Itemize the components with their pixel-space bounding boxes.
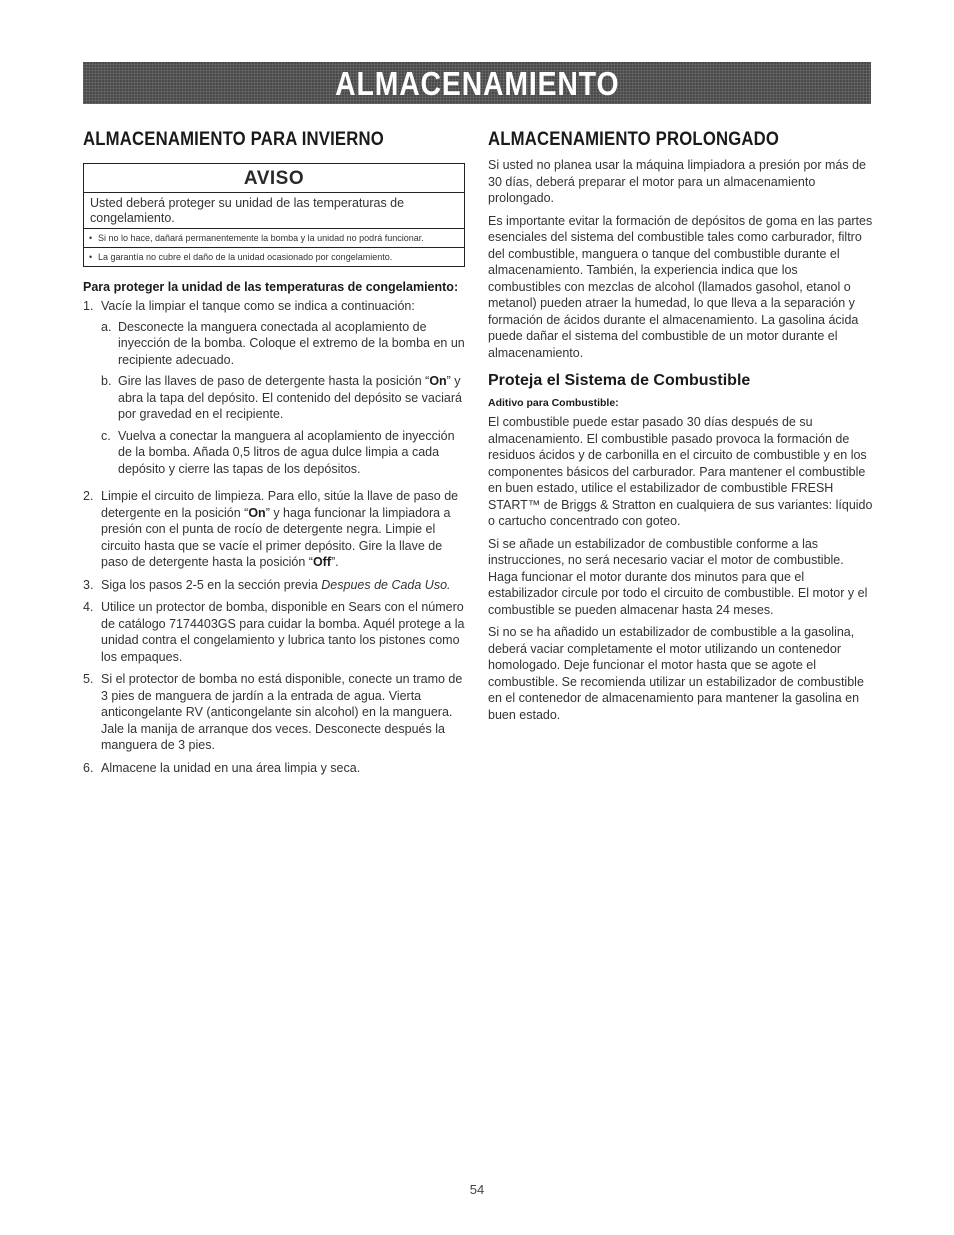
step-text: Almacene la unidad en una área limpia y seca. xyxy=(101,760,361,775)
steps-list xyxy=(83,298,465,776)
step-text: Si el protector de bomba no está disponible, conecte un tramo de 3 pies de manguera de jardín a la entrada de agua. Vierta anticongelante RV (anticongelante sin alcohol) en la manguera. Jale la manija de arranque dos veces. Desconecte después la manguera de 3 pies. xyxy=(101,672,463,752)
step-number: 2. xyxy=(83,489,94,503)
sub-step-text: Desconecte la manguera conectada al acoplamiento de inyección de la bomba. Coloque el extremo de la bomba en un recipiente adecuado. xyxy=(118,319,465,367)
step-text: Siga los pasos 2-5 en la sección previa Despues de Cada Uso. xyxy=(101,577,451,592)
list-item xyxy=(101,428,465,478)
list-item xyxy=(83,298,465,482)
extended-storage-heading: ALMACENAMIENTO PROLONGADO xyxy=(488,129,780,150)
list-item xyxy=(83,577,465,594)
list-item xyxy=(83,671,465,754)
notice-title: AVISO xyxy=(84,164,464,193)
notice-bullet: • Si no lo hace, dañará permanentemente la bomba y la unidad no podrá funcionar. xyxy=(84,229,464,247)
protect-heading: Para proteger la unidad de las temperaturas de congelamiento: xyxy=(83,280,459,294)
sub-steps-list xyxy=(101,319,465,478)
sub-step-letter: a. xyxy=(101,319,112,334)
list-item xyxy=(83,488,465,571)
fuel-additive-label: Aditivo para Combustible: xyxy=(488,397,619,409)
step-text: Vacíe la limpiar el tanque como se indica a continuación: xyxy=(101,299,415,313)
left-column xyxy=(83,130,465,782)
step-number: 3. xyxy=(83,577,94,592)
list-item xyxy=(83,760,465,777)
step-number: 4. xyxy=(83,600,94,614)
paragraph: Si no se ha añadido un estabilizador de combustible a la gasolina, deberá vaciar completamente el motor utilizando un contenedor homologado. Deje funcionar el motor hasta que se agote el combustible. Se recomienda utilizar un estabilizador de combustible en el contenedor de almacenamiento para mantener la gasolina en buen estado. xyxy=(488,625,864,722)
notice-box xyxy=(83,163,465,267)
sub-step-letter: c. xyxy=(101,428,111,443)
right-column xyxy=(488,130,874,729)
section-banner xyxy=(83,62,871,104)
sub-step-letter: b. xyxy=(101,374,112,388)
sub-step-text: Gire las llaves de paso de detergente hasta la posición “On” y abra la tapa del depósito. El contenido del depósito se vaciará por gravedad en el recipiente. xyxy=(118,374,462,421)
paragraph: Si usted no planea usar la máquina limpiadora a presión por más de 30 días, deberá preparar el motor para un almacenamiento prolongado. xyxy=(488,158,867,205)
list-item xyxy=(83,599,465,665)
list-item xyxy=(101,319,465,369)
notice-text: Usted deberá proteger su unidad de las temperaturas de congelamiento. xyxy=(84,193,464,229)
paragraph: El combustible puede estar pasado 30 días después de su almacenamiento. El combustible pasado provoca la formación de residuos ácidos y de carbonilla en el circuito de combustible y en los componentes básicos del carburador. Para mantener el combustible en buen estado, utilice el estabilizador de combustible FRESH START™ de Briggs & Stratton en cualquiera de sus variantes: líquido o cartucho concentrado con goteo. xyxy=(488,415,873,528)
page-number: 54 xyxy=(469,1182,485,1197)
step-text: Limpie el circuito de limpieza. Para ello, sitúe la llave de paso de detergente en la posición “On” y haga funcionar la limpiadora a presión con el punta de rocío de detergente negra. Limpie el circuito hasta que se vacíe el primer depósito. Gire la llave de paso de detergente hasta la posición “Off”. xyxy=(101,489,459,569)
sub-step-text: Vuelva a conectar la manguera al acoplamiento de inyección de la bomba. Añada 0,5 litros de agua dulce limpia a cada depósito y cierre las tapas de los depósitos. xyxy=(118,428,455,476)
winter-storage-heading: ALMACENAMIENTO PARA INVIERNO xyxy=(83,129,384,150)
fuel-system-heading: Proteja el Sistema de Combustible xyxy=(488,372,751,389)
list-item xyxy=(101,373,465,423)
paragraph: Es importante evitar la formación de depósitos de goma en las partes esenciales del sistema del combustible tales como carburador, filtro del combustible, manguera o tanque del combustible durante el almacenamiento. También, la experiencia indica que los combustibles con mezclas de alcohol (llamados gasohol, etanol o metanol) pueden atraer la humedad, lo que lleva a la separación y formación de ácidos durante el almacenamiento. La gasolina ácida puede dañar el sistema del combustible de un motor durante el almacenamiento. xyxy=(488,213,873,360)
paragraph: Si se añade un estabilizador de combustible conforme a las instrucciones, no será necesario vaciar el motor de combustible. Haga funcionar el motor durante dos minutos para que el estabilizador circule por todo el circuito de combustible. El motor y el combustible se pueden almacenar hasta 24 meses. xyxy=(488,536,868,617)
step-number: 5. xyxy=(83,672,94,686)
step-text: Utilice un protector de bomba, disponible en Sears con el número de catálogo 7174403GS para cuidar la bomba. Aquél protege a la unidad contra el congelamiento y lubrica tanto los pistones como los empaques. xyxy=(101,600,465,664)
step-number: 1. xyxy=(83,299,94,313)
step-number: 6. xyxy=(83,760,94,775)
banner-title: ALMACENAMIENTO xyxy=(334,64,620,102)
notice-bullet: • La garantía no cubre el daño de la unidad ocasionado por congelamiento. xyxy=(84,247,464,266)
